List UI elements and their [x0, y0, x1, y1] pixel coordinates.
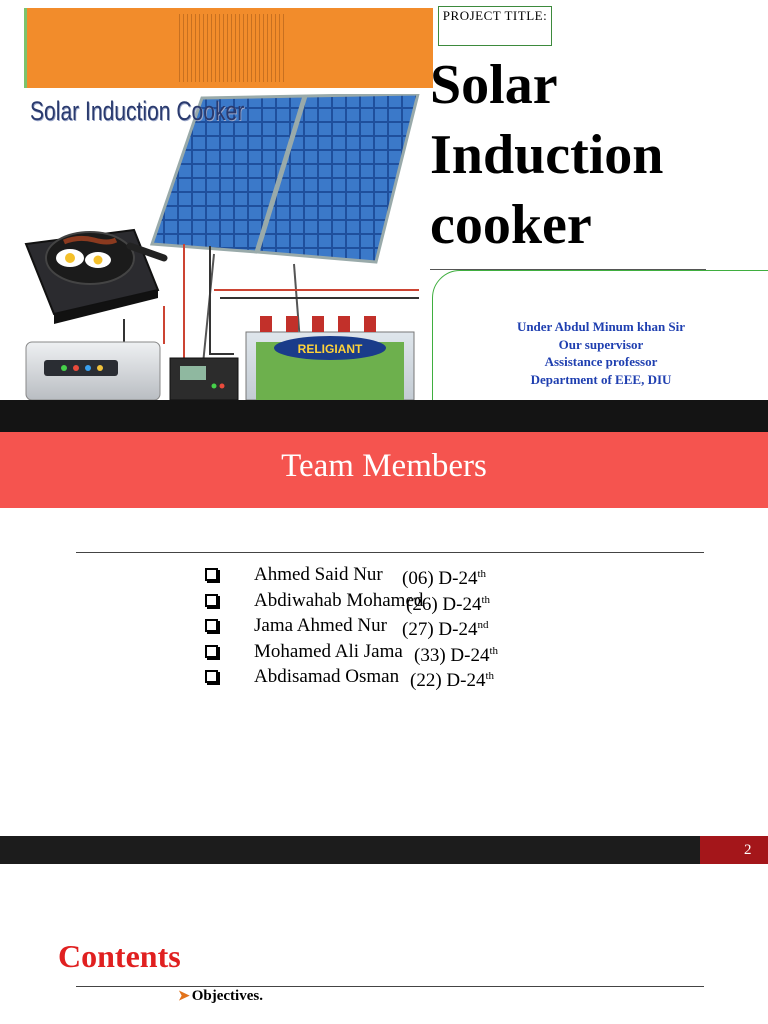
member-code-text: (26) D-24 — [406, 593, 482, 615]
supervisor-line-4: Department of EEE, DIU — [530, 371, 672, 387]
illustration-caption: Solar Induction Cooker — [30, 96, 245, 126]
team-member-row — [204, 588, 704, 614]
member-name: Ahmed Said Nur — [254, 564, 383, 585]
title-line-1: Solar — [430, 54, 558, 116]
checkbox-bullet-icon — [205, 670, 218, 683]
solar-cooker-illustration — [24, 94, 420, 400]
team-member-row — [204, 639, 704, 665]
team-heading: Team Members — [281, 448, 487, 484]
project-title — [430, 50, 760, 260]
contents-heading: Contents — [58, 938, 181, 974]
member-code-text: (27) D-24 — [402, 619, 478, 640]
title-slide — [0, 0, 768, 400]
checkbox-bullet-icon — [205, 619, 218, 632]
page-number: 2 — [744, 842, 752, 858]
supervisor-line-1: Under Abdul Minum khan Sir — [516, 319, 686, 334]
team-divider — [76, 552, 704, 553]
page-number-tab — [700, 836, 768, 864]
contents-item-label: Objectives. — [191, 988, 263, 1004]
member-code-text: (22) D-24 — [410, 670, 486, 691]
team-member-row — [204, 562, 704, 588]
project-title-label: PROJECT TITLE: — [438, 6, 552, 46]
supervisor-info — [466, 318, 736, 388]
team-member-row — [204, 613, 704, 639]
orange-header-bar — [24, 8, 433, 88]
member-name: Abdisamad Osman — [254, 666, 400, 687]
checkbox-bullet-icon — [205, 645, 218, 658]
team-members-slide — [0, 432, 768, 864]
member-code-text: (33) D-24 — [414, 644, 490, 666]
solar-setup-drawing — [24, 94, 420, 400]
checkbox-bullet-icon — [205, 594, 218, 607]
slide-separator — [0, 400, 768, 432]
contents-item — [178, 988, 263, 1005]
member-name: Abdiwahab Mohamed — [254, 589, 424, 611]
team-member-list — [204, 562, 704, 690]
contents-divider — [76, 986, 704, 987]
member-code — [410, 664, 494, 694]
member-name: Jama Ahmed Nur — [254, 615, 387, 636]
title-line-2: Induction — [430, 124, 664, 186]
title-line-3: cooker — [430, 194, 592, 256]
member-code-suffix: th — [481, 593, 491, 606]
member-code-text: (06) D-24 — [402, 568, 478, 589]
checkbox-bullet-icon — [205, 568, 218, 581]
supervisor-line-2: Our supervisor — [558, 336, 644, 352]
member-code-suffix: th — [489, 644, 499, 657]
slide-footer-band — [0, 836, 768, 864]
member-name: Mohamed Ali Jama — [254, 640, 403, 662]
member-code-suffix: th — [485, 670, 495, 682]
header-texture — [179, 14, 285, 82]
corner-card — [648, 782, 768, 842]
member-code-suffix: nd — [477, 619, 489, 631]
arrow-bullet-icon: ➤ — [178, 989, 190, 1004]
team-heading-band — [0, 432, 768, 508]
member-code-suffix: th — [477, 568, 487, 580]
team-member-row — [204, 664, 704, 690]
supervisor-line-3: Assistance professor — [544, 354, 658, 369]
battery-brand: RELIGIANT — [297, 342, 363, 356]
